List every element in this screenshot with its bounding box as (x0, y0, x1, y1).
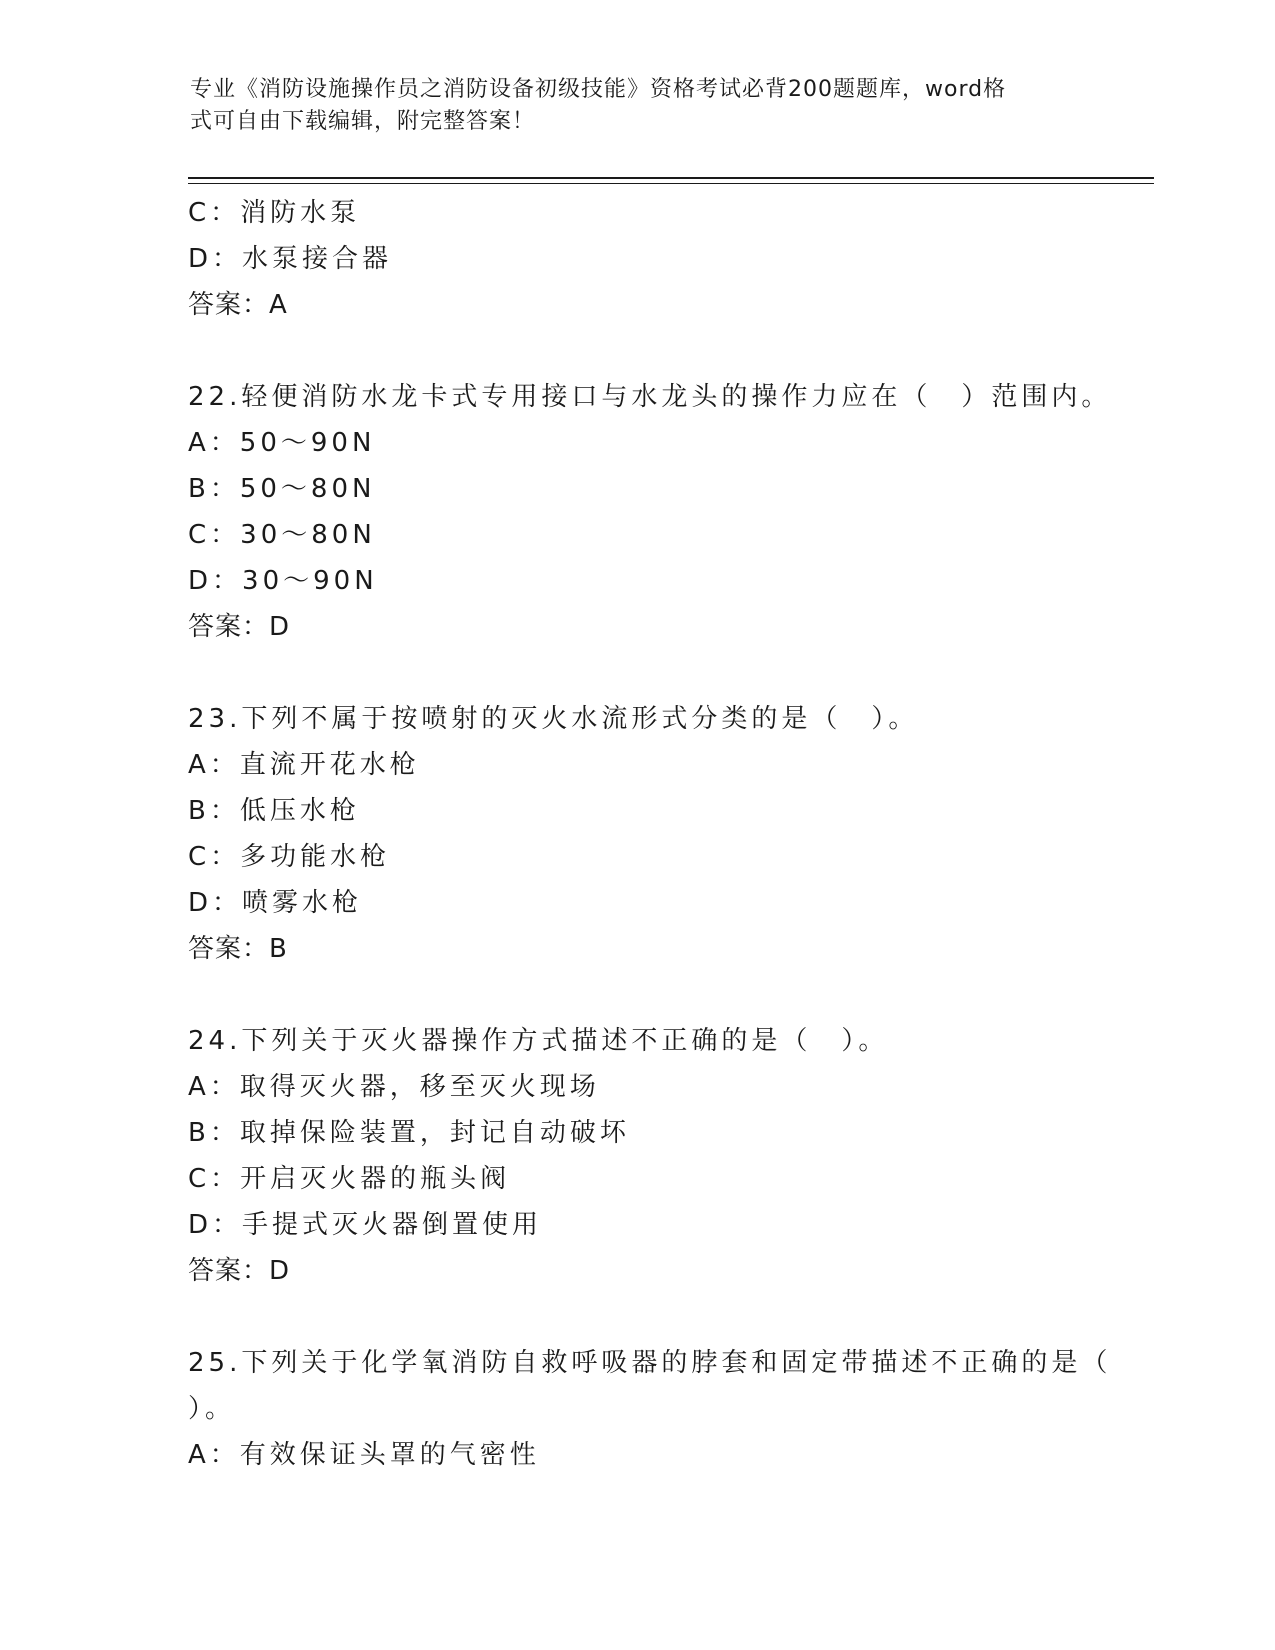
option-a: A：有效保证头罩的气密性 (188, 1440, 540, 1470)
option-c: C：开启灭火器的瓶头阀 (188, 1164, 511, 1194)
option-d: D：30～90N (188, 566, 378, 596)
option-d: D：手提式灭火器倒置使用 (188, 1210, 543, 1240)
answer-line: 答案：B (188, 934, 288, 964)
question-stem: 24.下列关于灭火器操作方式描述不正确的是（ ）。 (188, 1026, 889, 1056)
spacer (188, 1294, 1088, 1340)
header-title-line-2: 式可自由下载编辑，附完整答案！ (190, 109, 536, 134)
question-block-22 (188, 374, 1112, 650)
spacer (188, 972, 1088, 1018)
question-stem-line-1: 25.下列关于化学氧消防自救呼吸器的脖套和固定带描述不正确的是（ (188, 1348, 1112, 1378)
option-c: C：多功能水枪 (188, 842, 391, 872)
option-d: D：水泵接合器 (188, 244, 393, 274)
question-block-21 (188, 190, 1088, 328)
header-divider-thin (188, 183, 1154, 184)
question-block-23 (188, 696, 1088, 972)
option-b: B：50～80N (188, 474, 376, 504)
option-d: D：喷雾水枪 (188, 888, 363, 918)
option-b: B：取掉保险装置，封记自动破坏 (188, 1118, 630, 1148)
answer-line: 答案：D (188, 1256, 291, 1286)
spacer (188, 328, 1088, 374)
question-block-24 (188, 1018, 1088, 1294)
answer-line: 答案：A (188, 290, 288, 320)
option-b: B：低压水枪 (188, 796, 360, 826)
question-stem: 22.轻便消防水龙卡式专用接口与水龙头的操作力应在（ ）范围内。 (188, 382, 1112, 412)
option-c: C：消防水泵 (188, 198, 361, 228)
question-list (188, 190, 1112, 1478)
question-stem-line-2: ）。 (188, 1394, 236, 1424)
header-title-line-1: 专业《消防设施操作员之消防设备初级技能》资格考试必背200题题库，word格 (190, 77, 1007, 102)
document-header (190, 74, 1070, 138)
spacer (188, 650, 1088, 696)
option-a: A：直流开花水枪 (188, 750, 420, 780)
answer-line: 答案：D (188, 612, 291, 642)
question-stem: 23.下列不属于按喷射的灭火水流形式分类的是（ ）。 (188, 704, 919, 734)
option-c: C：30～80N (188, 520, 376, 550)
option-a: A：取得灭火器，移至灭火现场 (188, 1072, 600, 1102)
question-block-25 (188, 1340, 1112, 1478)
option-a: A：50～90N (188, 428, 376, 458)
header-divider-thick (188, 177, 1154, 179)
